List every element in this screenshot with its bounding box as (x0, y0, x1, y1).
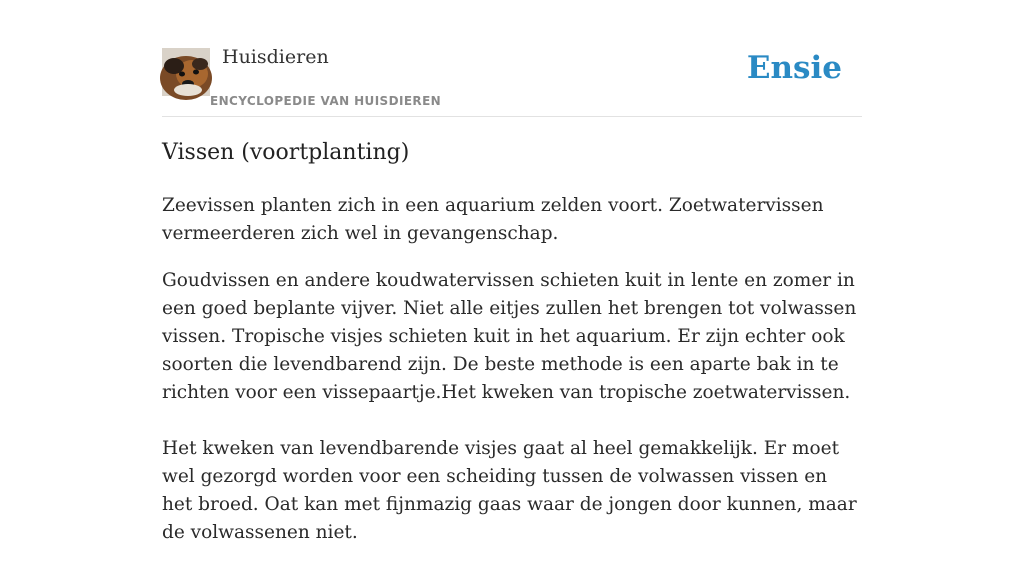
article-title: Vissen (voortplanting) (162, 140, 410, 165)
dog-avatar-icon (162, 48, 210, 96)
site-header (162, 44, 862, 117)
article-paragraph: Zeevissen planten zich in een aquarium zelden voort. Zoetwatervissen vermeerderen zich wel in gevangenschap. (162, 195, 824, 244)
site-subtitle: ENCYCLOPEDIE VAN HUISDIEREN (210, 94, 442, 108)
category-avatar[interactable] (162, 48, 210, 96)
brand-logo-link[interactable]: Ensie (746, 50, 842, 86)
site-name-link[interactable]: Huisdieren (222, 46, 329, 68)
article-paragraph: Goudvissen en andere koudwatervissen schieten kuit in lente en zomer in een goed beplante vijver. Niet alle eitjes zullen het brengen tot volwassen vissen. Tropische visjes schieten kuit in het aquarium. Er zijn echter ook soorten die levendbarend zijn. De beste methode is een aparte bak in te richten voor een vissepaartje.Het kweken van tropische zoetwatervissen. (162, 270, 857, 403)
article-body (162, 192, 862, 566)
article-paragraph: Het kweken van levendbarende visjes gaat al heel gemakkelijk. Er moet wel gezorgd worden voor een scheiding tussen de volwassen vissen en het broed. Oat kan met fijnmazig gaas waar de jongen door kunnen, maar de volwassenen niet. (162, 438, 857, 543)
